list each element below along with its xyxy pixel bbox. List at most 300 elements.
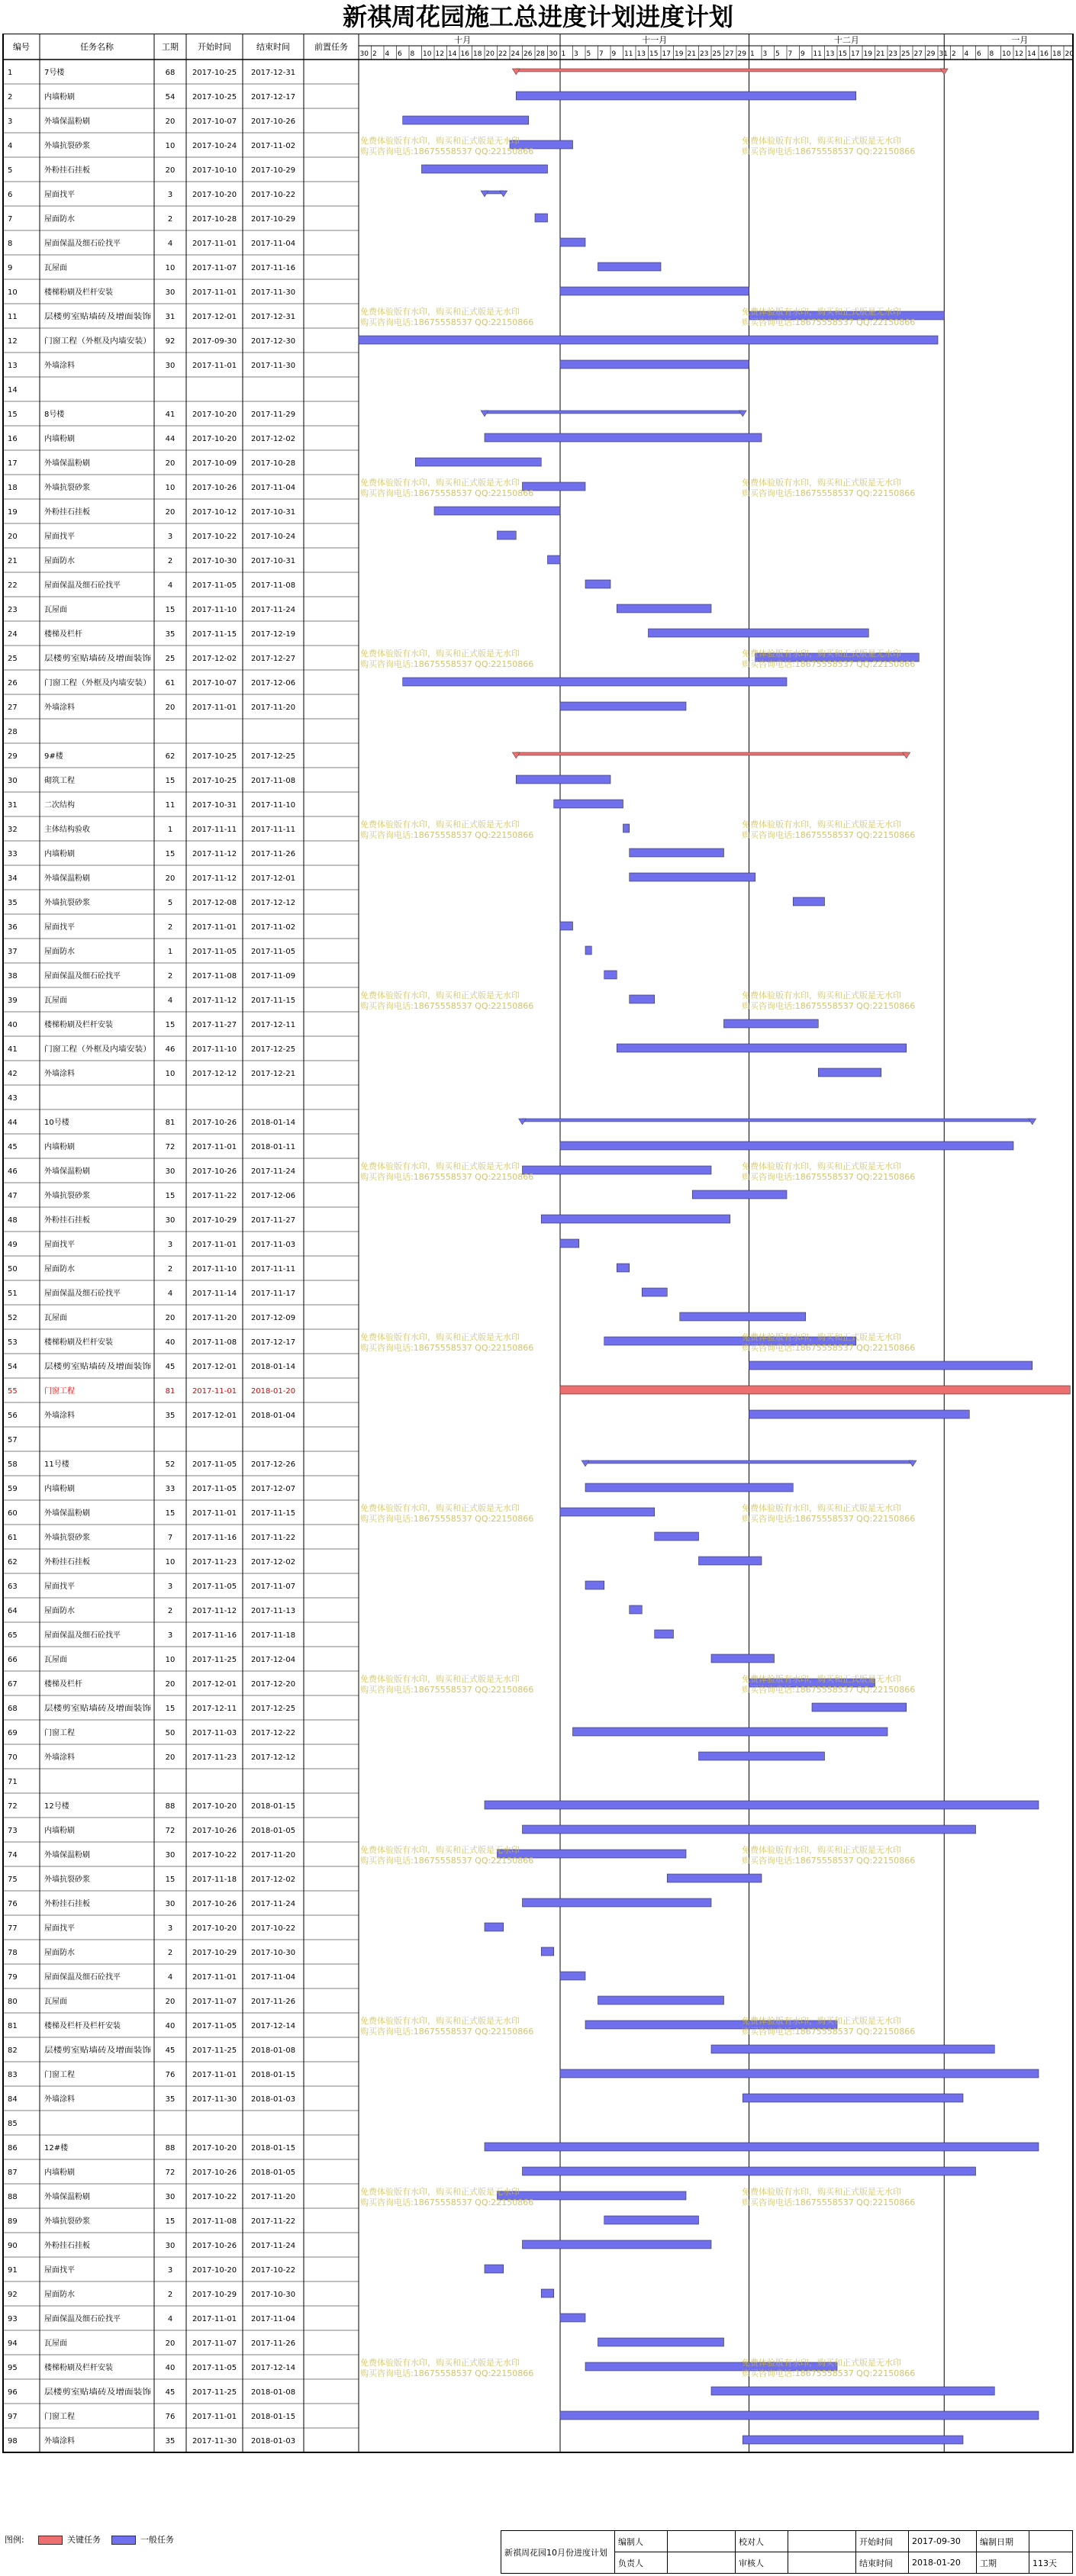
day-tick-label: 6 — [398, 50, 402, 58]
task-id: 96 — [8, 2388, 18, 2397]
watermark-line1: 免费体验版有水印，购买和正式版是无水印 — [742, 1332, 901, 1342]
task-start: 2017-11-15 — [192, 630, 237, 639]
task-bar — [485, 2143, 1039, 2151]
task-bar — [699, 1752, 825, 1760]
task-id: 3 — [8, 118, 13, 126]
watermark-line2: 购买咨询电话:18675558537 QQ:22150866 — [360, 1172, 534, 1182]
task-name: 外墙涂料 — [44, 2437, 75, 2446]
task-start: 2017-10-30 — [192, 557, 237, 565]
day-tick-label: 17 — [851, 50, 860, 58]
task-bar — [743, 2094, 963, 2102]
day-tick-label: 9 — [801, 50, 805, 58]
task-bar — [403, 116, 529, 124]
task-duration: 20 — [165, 508, 176, 517]
watermark-line2: 购买咨询电话:18675558537 QQ:22150866 — [360, 1514, 534, 1524]
task-name: 二次结构 — [44, 801, 75, 810]
task-name: 12#楼 — [44, 2144, 69, 2153]
task-bar — [680, 1312, 806, 1321]
task-id: 61 — [8, 1534, 18, 1542]
task-end: 2017-12-26 — [250, 1460, 296, 1469]
task-id: 90 — [8, 2242, 18, 2250]
task-row — [3, 922, 573, 939]
task-duration: 15 — [165, 1705, 176, 1713]
task-duration: 20 — [165, 2339, 176, 2348]
task-start: 2017-12-01 — [192, 1680, 237, 1689]
task-start: 2017-11-30 — [192, 2437, 237, 2446]
task-name: 屋面保温及细石砼找平 — [44, 240, 121, 248]
task-name: 楼梯粉刷及栏杆安装 — [44, 1021, 113, 1029]
task-name: 10号楼 — [44, 1119, 69, 1127]
task-id: 83 — [8, 2071, 18, 2079]
task-bar — [604, 2216, 699, 2224]
header-name: 任务名称 — [80, 42, 114, 52]
task-row — [3, 1483, 793, 1500]
task-name: 外墙抗裂砂浆 — [44, 484, 90, 492]
task-name: 门窗工程 — [44, 2071, 75, 2079]
task-end: 2017-12-04 — [250, 1656, 296, 1664]
task-duration: 15 — [165, 850, 176, 858]
watermark-line2: 购买咨询电话:18675558537 QQ:22150866 — [360, 659, 534, 669]
task-name: 内墙粉刷 — [44, 850, 75, 858]
task-row — [3, 1898, 711, 1915]
task-duration: 33 — [165, 1485, 176, 1493]
task-end: 2017-11-17 — [250, 1290, 296, 1298]
day-tick-label: 25 — [712, 50, 721, 58]
day-tick-label: 11 — [813, 50, 822, 58]
task-start: 2017-11-27 — [192, 1021, 237, 1029]
task-name: 外墙保温粉刷 — [44, 459, 90, 468]
task-id: 29 — [8, 752, 18, 761]
day-tick-label: 29 — [926, 50, 936, 58]
task-id: 45 — [8, 1143, 18, 1151]
task-end: 2017-10-30 — [250, 1949, 296, 1957]
task-row — [3, 2240, 711, 2257]
task-end: 2017-11-26 — [250, 2339, 296, 2348]
task-name: 门窗工程（外框及内墙安装） — [44, 679, 143, 687]
task-duration: 30 — [165, 1216, 176, 1225]
day-tick-label: 1 — [750, 50, 755, 58]
watermark-line2: 购买咨询电话:18675558537 QQ:22150866 — [360, 2368, 534, 2378]
task-id: 53 — [8, 1338, 18, 1347]
day-tick-label: 30 — [549, 50, 558, 58]
task-start: 2017-11-07 — [192, 264, 237, 272]
task-duration: 2 — [167, 215, 173, 224]
task-name: 屋面保温及细石砼找平 — [44, 1631, 121, 1640]
day-tick-label: 27 — [913, 50, 923, 58]
task-bar — [560, 1972, 585, 1980]
task-start: 2017-10-31 — [192, 801, 237, 810]
task-id: 16 — [8, 435, 18, 443]
task-start: 2017-11-10 — [192, 1265, 237, 1274]
task-end: 2017-11-20 — [250, 1851, 296, 1860]
task-name: 外墙涂料 — [44, 1753, 75, 1762]
task-id: 66 — [8, 1656, 18, 1664]
summary-bar — [523, 1119, 1033, 1122]
watermark-line2: 购买咨询电话:18675558537 QQ:22150866 — [742, 1172, 916, 1182]
task-start: 2017-10-20 — [192, 1924, 237, 1933]
task-end: 2017-11-02 — [250, 923, 296, 932]
task-row — [3, 1094, 359, 1109]
task-name: 层楼剪室贴墙砖及增面装饰 — [44, 655, 136, 663]
task-row — [3, 189, 507, 206]
task-duration: 2 — [167, 923, 173, 932]
task-name: 11号楼 — [44, 1460, 69, 1469]
task-start: 2017-10-28 — [192, 215, 237, 224]
task-end: 2018-01-15 — [250, 2144, 296, 2153]
watermark-line1: 免费体验版有水印，购买和正式版是无水印 — [742, 1845, 901, 1855]
task-end: 2017-10-29 — [250, 215, 296, 224]
task-id: 59 — [8, 1485, 18, 1493]
day-tick-label: 1 — [561, 50, 566, 58]
task-id: 74 — [8, 1851, 18, 1860]
task-id: 24 — [8, 630, 18, 639]
task-duration: 4 — [167, 1973, 173, 1982]
task-id: 14 — [8, 386, 18, 394]
task-name: 楼梯粉刷及栏杆安装 — [44, 288, 113, 297]
task-end: 2017-11-05 — [250, 948, 296, 956]
task-start: 2017-12-11 — [192, 1705, 237, 1713]
task-row — [3, 1557, 762, 1573]
task-bar — [642, 1288, 667, 1296]
task-duration: 10 — [165, 1656, 176, 1664]
task-id: 64 — [8, 1607, 18, 1615]
day-tick-label: 9 — [611, 50, 617, 58]
task-duration: 35 — [165, 2437, 176, 2446]
task-name: 外墙保温粉刷 — [44, 1167, 90, 1176]
watermark-line2: 购买咨询电话:18675558537 QQ:22150866 — [360, 830, 534, 840]
task-duration: 11 — [165, 801, 176, 810]
header-end: 结束时间 — [256, 42, 290, 52]
task-name: 屋面防水 — [44, 948, 75, 956]
task-row — [3, 165, 548, 182]
task-id: 60 — [8, 1509, 18, 1518]
task-start: 2017-10-12 — [192, 508, 237, 517]
watermark-line1: 免费体验版有水印，购买和正式版是无水印 — [742, 649, 901, 658]
task-bar — [523, 1825, 976, 1834]
task-id: 95 — [8, 2364, 18, 2372]
task-name: 屋面找平 — [44, 1924, 75, 1933]
task-duration: 15 — [165, 1021, 176, 1029]
task-id: 76 — [8, 1900, 18, 1908]
task-duration: 4 — [167, 997, 173, 1005]
day-tick-label: 18 — [473, 50, 482, 58]
task-end: 2017-11-04 — [250, 240, 296, 248]
header-dur: 工期 — [162, 42, 179, 52]
task-row — [3, 1190, 787, 1207]
task-id: 27 — [8, 704, 18, 712]
task-name: 主体结构验收 — [44, 826, 90, 834]
watermark-line2: 购买咨询电话:18675558537 QQ:22150866 — [360, 1343, 534, 1353]
task-bar — [535, 214, 548, 222]
task-end: 2018-01-15 — [250, 2413, 296, 2421]
task-row — [3, 1239, 579, 1256]
task-name: 外墙保温粉刷 — [44, 874, 90, 883]
task-start: 2017-11-05 — [192, 1485, 237, 1493]
task-end: 2017-11-04 — [250, 2315, 296, 2323]
task-end: 2017-11-22 — [250, 2217, 296, 2226]
task-row — [3, 1410, 969, 1427]
task-start: 2017-11-12 — [192, 874, 237, 883]
task-id: 8 — [8, 240, 13, 248]
task-row — [3, 1019, 818, 1036]
task-end: 2017-12-19 — [250, 630, 296, 639]
watermark-line1: 免费体验版有水印，购买和正式版是无水印 — [742, 2358, 901, 2368]
task-bar — [554, 800, 623, 808]
watermark-line2: 购买咨询电话:18675558537 QQ:22150866 — [742, 1343, 916, 1353]
task-row — [3, 1459, 917, 1476]
footer-prepared-by-value — [668, 2531, 736, 2552]
task-id: 4 — [8, 142, 13, 150]
task-bar — [560, 1141, 1013, 1150]
task-duration: 72 — [165, 1143, 176, 1151]
footer-table — [501, 2530, 1073, 2574]
task-row — [3, 67, 948, 84]
task-end: 2017-11-24 — [250, 1900, 296, 1908]
task-row — [3, 2094, 963, 2111]
task-row — [3, 971, 617, 987]
day-tick-label: 2 — [372, 50, 377, 58]
watermark-line2: 购买咨询电话:18675558537 QQ:22150866 — [360, 317, 534, 327]
task-bar — [749, 1361, 1033, 1370]
task-id: 48 — [8, 1216, 18, 1225]
task-name: 瓦屋面 — [44, 2339, 67, 2348]
watermark-line1: 免费体验版有水印，购买和正式版是无水印 — [742, 136, 901, 146]
task-duration: 3 — [167, 2266, 173, 2275]
watermark-line1: 免费体验版有水印，购买和正式版是无水印 — [360, 1674, 520, 1684]
task-name: 外墙保温粉刷 — [44, 1509, 90, 1518]
task-id: 31 — [8, 801, 18, 810]
task-row — [3, 1728, 888, 1744]
task-bar — [485, 1923, 504, 1931]
day-tick-label: 14 — [1027, 50, 1036, 58]
watermark-line1: 免费体验版有水印，购买和正式版是无水印 — [360, 1161, 520, 1171]
task-duration: 20 — [165, 1314, 176, 1322]
task-duration: 10 — [165, 142, 176, 150]
task-duration: 10 — [165, 484, 176, 492]
task-end: 2018-01-11 — [250, 1143, 296, 1151]
watermark-line1: 免费体验版有水印，购买和正式版是无水印 — [360, 990, 520, 1000]
summary-bar — [516, 69, 944, 72]
task-id: 57 — [8, 1436, 18, 1444]
task-start: 2017-10-20 — [192, 191, 237, 199]
task-id: 38 — [8, 972, 18, 980]
task-end: 2017-12-09 — [250, 1314, 296, 1322]
legend-label: 图例: — [5, 2535, 24, 2545]
task-id: 15 — [8, 411, 18, 419]
task-row — [3, 629, 868, 646]
watermark-line2: 购买咨询电话:18675558537 QQ:22150866 — [360, 488, 534, 498]
task-bar — [585, 1581, 604, 1589]
task-bar — [630, 873, 755, 881]
task-duration: 54 — [165, 93, 176, 101]
task-name: 8号楼 — [44, 411, 65, 419]
task-duration: 92 — [165, 337, 176, 346]
task-id: 82 — [8, 2046, 18, 2055]
task-name: 瓦屋面 — [44, 264, 67, 272]
task-duration: 15 — [165, 1876, 176, 1884]
task-duration: 4 — [167, 1290, 173, 1298]
task-duration: 3 — [167, 1583, 173, 1591]
task-bar — [415, 458, 541, 466]
task-bar — [630, 848, 724, 857]
watermark-line1: 免费体验版有水印，购买和正式版是无水印 — [360, 136, 520, 146]
footer-start-label: 开始时间 — [856, 2531, 909, 2552]
task-id: 87 — [8, 2169, 18, 2177]
task-start: 2017-11-20 — [192, 1314, 237, 1322]
task-start: 2017-12-01 — [192, 1363, 237, 1371]
task-id: 21 — [8, 557, 18, 565]
task-row — [3, 2216, 699, 2233]
task-row — [3, 946, 591, 963]
task-start: 2017-11-05 — [192, 948, 237, 956]
task-row — [3, 702, 686, 719]
task-end: 2017-11-03 — [250, 1241, 296, 1249]
day-tick-label: 29 — [737, 50, 746, 58]
day-tick-label: 16 — [460, 50, 469, 58]
task-start: 2017-11-01 — [192, 923, 237, 932]
task-start: 2017-11-18 — [192, 1876, 237, 1884]
task-duration: 35 — [165, 2095, 176, 2104]
task-duration: 15 — [165, 2217, 176, 2226]
task-id: 79 — [8, 1973, 18, 1982]
task-name: 瓦屋面 — [44, 606, 67, 614]
task-name: 楼梯粉刷及栏杆安装 — [44, 2364, 113, 2372]
task-duration: 15 — [165, 1192, 176, 1200]
task-duration: 20 — [165, 166, 176, 175]
day-tick-label: 16 — [1039, 50, 1049, 58]
task-id: 49 — [8, 1241, 18, 1249]
task-start: 2017-11-23 — [192, 1753, 237, 1762]
task-id: 84 — [8, 2095, 18, 2104]
task-start: 2017-10-20 — [192, 435, 237, 443]
task-name: 屋面防水 — [44, 1949, 75, 1957]
task-duration: 76 — [165, 2071, 176, 2079]
task-duration: 88 — [165, 2144, 176, 2153]
footer-start-value: 2017-09-30 — [909, 2531, 977, 2552]
task-row — [3, 1825, 976, 1842]
task-end: 2017-12-14 — [250, 2022, 296, 2030]
task-end: 2017-12-02 — [250, 1876, 296, 1884]
task-start: 2017-11-10 — [192, 1045, 237, 1054]
watermark-line1: 免费体验版有水印，购买和正式版是无水印 — [360, 1845, 520, 1855]
task-name: 瓦屋面 — [44, 997, 67, 1005]
watermark-line1: 免费体验版有水印，购买和正式版是无水印 — [742, 2187, 901, 2197]
task-start: 2017-10-26 — [192, 1900, 237, 1908]
task-row — [3, 336, 938, 353]
task-id: 65 — [8, 1631, 18, 1640]
task-start: 2017-11-14 — [192, 1290, 237, 1298]
day-tick-label: 2 — [952, 50, 956, 58]
task-start: 2017-11-01 — [192, 1143, 237, 1151]
task-start: 2017-11-16 — [192, 1631, 237, 1640]
task-row — [3, 238, 585, 255]
task-id: 77 — [8, 1924, 18, 1933]
task-id: 9 — [8, 264, 13, 272]
task-duration: 20 — [165, 459, 176, 468]
watermark-line2: 购买咨询电话:18675558537 QQ:22150866 — [742, 317, 916, 327]
task-end: 2018-01-15 — [250, 1802, 296, 1811]
task-start: 2017-11-07 — [192, 1998, 237, 2006]
task-bar — [516, 775, 610, 784]
task-bar — [598, 262, 662, 271]
task-start: 2017-11-01 — [192, 704, 237, 712]
task-duration: 30 — [165, 362, 176, 370]
task-duration: 52 — [165, 1460, 176, 1469]
task-bar — [541, 1947, 554, 1956]
task-id: 89 — [8, 2217, 18, 2226]
task-bar — [699, 1557, 762, 1565]
task-row — [3, 1068, 881, 1085]
footer — [0, 2530, 1076, 2576]
task-end: 2017-11-11 — [250, 826, 296, 834]
task-start: 2017-11-01 — [192, 240, 237, 248]
task-duration: 35 — [165, 630, 176, 639]
task-bar — [743, 2436, 963, 2444]
task-name: 屋面找平 — [44, 191, 75, 199]
task-duration: 31 — [165, 313, 176, 321]
header-id: 编号 — [13, 42, 30, 52]
task-bar — [604, 971, 617, 979]
task-start: 2017-10-26 — [192, 484, 237, 492]
task-duration: 62 — [165, 752, 176, 761]
day-tick-label: 13 — [636, 50, 646, 58]
task-bar — [523, 1166, 712, 1174]
task-bar — [523, 2167, 976, 2175]
watermark-line2: 购买咨询电话:18675558537 QQ:22150866 — [742, 659, 916, 669]
task-id: 51 — [8, 1290, 18, 1298]
task-row — [3, 2069, 1039, 2086]
task-bar — [649, 629, 869, 637]
task-row — [3, 433, 762, 450]
task-name: 内墙粉刷 — [44, 2169, 75, 2177]
task-start: 2017-10-20 — [192, 2266, 237, 2275]
task-end: 2017-12-31 — [250, 313, 296, 321]
task-bar — [818, 1068, 881, 1077]
task-name: 屋面找平 — [44, 1241, 75, 1249]
task-row — [3, 873, 755, 890]
task-id: 2 — [8, 93, 13, 101]
task-end: 2017-10-26 — [250, 118, 296, 126]
task-name: 层楼剪室贴墙砖及增面装饰 — [44, 1705, 136, 1713]
task-name: 门窗工程（外框及内墙安装） — [44, 337, 143, 346]
day-tick-label: 21 — [876, 50, 885, 58]
task-row — [3, 1166, 711, 1183]
task-start: 2017-12-08 — [192, 899, 237, 907]
task-name: 屋面防水 — [44, 557, 75, 565]
day-tick-label: 12 — [1014, 50, 1023, 58]
watermark-line2: 购买咨询电话:18675558537 QQ:22150866 — [360, 1856, 534, 1866]
task-start: 2017-10-25 — [192, 752, 237, 761]
task-row — [3, 1436, 359, 1451]
day-tick-label: 14 — [448, 50, 457, 58]
task-row — [3, 262, 661, 279]
task-end: 2017-10-22 — [250, 1924, 296, 1933]
task-row — [3, 2045, 994, 2062]
task-name: 屋面保温及细石砼找平 — [44, 2315, 121, 2323]
task-id: 44 — [8, 1119, 18, 1127]
task-name: 外墙保温粉刷 — [44, 2193, 90, 2201]
task-duration: 4 — [167, 2315, 173, 2323]
task-duration: 40 — [165, 1338, 176, 1347]
task-row — [3, 1654, 775, 1671]
day-tick-label: 17 — [662, 50, 671, 58]
task-end: 2017-11-15 — [250, 1509, 296, 1518]
task-end: 2018-01-03 — [250, 2437, 296, 2446]
task-bar — [585, 946, 591, 955]
task-row — [3, 507, 560, 523]
task-duration: 20 — [165, 1753, 176, 1762]
task-row — [3, 1923, 504, 1940]
